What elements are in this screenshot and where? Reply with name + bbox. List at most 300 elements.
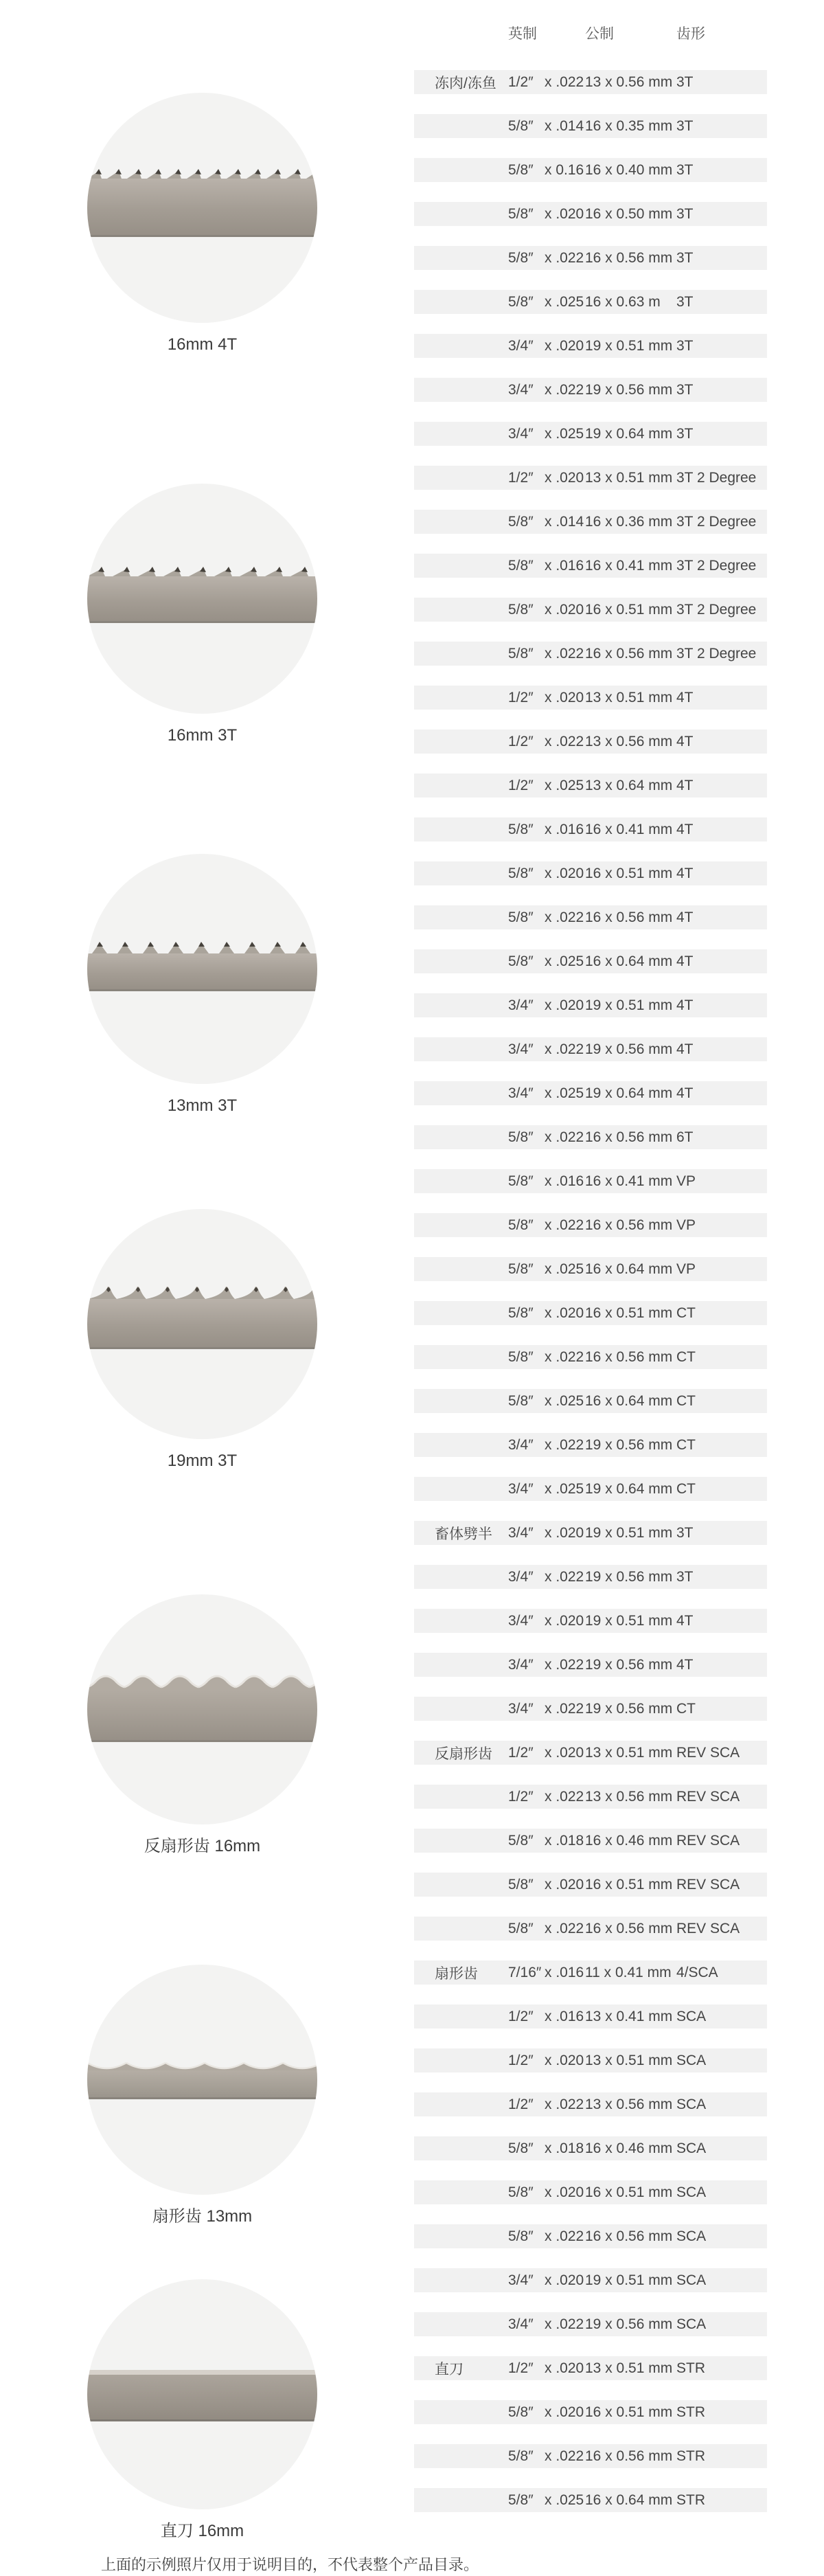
row-imperial-thickness: x .022 bbox=[545, 74, 584, 90]
row-imperial-size: 5/8″ bbox=[508, 953, 534, 969]
table-row bbox=[414, 202, 767, 226]
row-tooth-type: REV SCA bbox=[676, 1744, 740, 1761]
row-tooth-type: VP bbox=[676, 1173, 696, 1189]
row-imperial-size: 5/8″ bbox=[508, 2492, 534, 2508]
table-row bbox=[414, 2444, 767, 2468]
row-imperial-size: 5/8″ bbox=[508, 2448, 534, 2464]
product-caption: 16mm 3T bbox=[167, 726, 238, 745]
row-imperial-size: 1/2″ bbox=[508, 733, 534, 749]
row-imperial-thickness: x .016 bbox=[545, 1964, 584, 1980]
row-tooth-type: STR bbox=[676, 2360, 705, 2376]
table-row bbox=[414, 817, 767, 841]
row-imperial-thickness: x .020 bbox=[545, 469, 584, 486]
row-category: 扇形齿 bbox=[435, 1965, 478, 1982]
table-row bbox=[414, 2180, 767, 2204]
row-metric-size: 16 x 0.51 mm bbox=[585, 1876, 673, 1893]
table-row bbox=[414, 422, 767, 446]
row-tooth-type: 3T bbox=[676, 249, 694, 266]
row-metric-size: 16 x 0.51 mm bbox=[585, 2404, 673, 2420]
row-metric-size: 19 x 0.64 mm bbox=[585, 425, 673, 442]
row-imperial-size: 5/8″ bbox=[508, 1304, 534, 1321]
row-metric-size: 16 x 0.63 m bbox=[585, 293, 661, 310]
table-row bbox=[414, 334, 767, 358]
table-row bbox=[414, 1873, 767, 1897]
product-photo-circle bbox=[87, 1209, 317, 1439]
row-metric-size: 19 x 0.56 mm bbox=[585, 2316, 673, 2332]
table-row bbox=[414, 2488, 767, 2512]
row-imperial-size: 3/4″ bbox=[508, 1480, 534, 1497]
table-row bbox=[414, 2004, 767, 2029]
row-imperial-thickness: x .022 bbox=[545, 1920, 584, 1936]
row-metric-size: 13 x 0.51 mm bbox=[585, 2360, 673, 2376]
row-metric-size: 16 x 0.64 mm bbox=[585, 1392, 673, 1409]
table-row bbox=[414, 949, 767, 973]
row-imperial-size: 5/8″ bbox=[508, 1392, 534, 1409]
row-imperial-thickness: x .025 bbox=[545, 1261, 584, 1277]
table-row bbox=[414, 1917, 767, 1941]
row-imperial-thickness: x .018 bbox=[545, 1832, 584, 1849]
row-imperial-size: 5/8″ bbox=[508, 645, 534, 662]
row-category: 畜体劈半 bbox=[435, 1526, 492, 1542]
row-imperial-size: 3/4″ bbox=[508, 337, 534, 354]
row-imperial-size: 3/4″ bbox=[508, 1524, 534, 1541]
row-imperial-thickness: x .022 bbox=[545, 1436, 584, 1453]
table-row bbox=[414, 905, 767, 929]
row-imperial-thickness: x .022 bbox=[545, 645, 584, 662]
row-imperial-size: 3/4″ bbox=[508, 997, 534, 1013]
row-metric-size: 19 x 0.51 mm bbox=[585, 1612, 673, 1629]
row-metric-size: 13 x 0.56 mm bbox=[585, 2096, 673, 2112]
table-row bbox=[414, 1301, 767, 1325]
row-imperial-size: 5/8″ bbox=[508, 1348, 534, 1365]
row-imperial-thickness: x .020 bbox=[545, 2360, 584, 2376]
row-imperial-thickness: x .022 bbox=[545, 2228, 584, 2244]
row-metric-size: 13 x 0.64 mm bbox=[585, 777, 673, 793]
row-metric-size: 13 x 0.56 mm bbox=[585, 74, 673, 90]
row-metric-size: 19 x 0.64 mm bbox=[585, 1085, 673, 1101]
row-imperial-size: 5/8″ bbox=[508, 513, 534, 530]
table-row bbox=[414, 70, 767, 94]
row-imperial-thickness: x .022 bbox=[545, 1656, 584, 1673]
table-row bbox=[414, 1433, 767, 1457]
row-imperial-size: 3/4″ bbox=[508, 1085, 534, 1101]
table-row bbox=[414, 1829, 767, 1853]
row-metric-size: 16 x 0.56 mm bbox=[585, 1348, 673, 1365]
row-imperial-size: 3/4″ bbox=[508, 1568, 534, 1585]
row-imperial-size: 5/8″ bbox=[508, 865, 534, 881]
row-tooth-type: VP bbox=[676, 1217, 696, 1233]
row-imperial-size: 1/2″ bbox=[508, 2008, 534, 2024]
row-tooth-type: 4T bbox=[676, 953, 694, 969]
product-caption: 13mm 3T bbox=[167, 1096, 238, 1115]
row-tooth-type: SCA bbox=[676, 2140, 707, 2156]
row-imperial-size: 5/8″ bbox=[508, 2184, 534, 2200]
row-imperial-thickness: x .022 bbox=[545, 1788, 584, 1805]
row-tooth-type: SCA bbox=[676, 2228, 707, 2244]
row-imperial-thickness: x .022 bbox=[545, 2316, 584, 2332]
row-tooth-type: CT bbox=[676, 1392, 696, 1409]
row-imperial-size: 5/8″ bbox=[508, 2228, 534, 2244]
row-metric-size: 19 x 0.51 mm bbox=[585, 2272, 673, 2288]
row-imperial-thickness: x .022 bbox=[545, 1129, 584, 1145]
table-row bbox=[414, 730, 767, 754]
row-imperial-size: 3/4″ bbox=[508, 2272, 534, 2288]
row-imperial-size: 3/4″ bbox=[508, 1436, 534, 1453]
table-row bbox=[414, 2400, 767, 2424]
row-imperial-size: 5/8″ bbox=[508, 2140, 534, 2156]
row-imperial-thickness: x .022 bbox=[545, 249, 584, 266]
spec-table bbox=[414, 70, 767, 2532]
row-imperial-size: 5/8″ bbox=[508, 1173, 534, 1189]
row-imperial-size: 3/4″ bbox=[508, 1612, 534, 1629]
row-tooth-type: 3T 2 Degree bbox=[676, 513, 757, 530]
table-row bbox=[414, 1213, 767, 1237]
table-row bbox=[414, 114, 767, 138]
row-metric-size: 16 x 0.56 mm bbox=[585, 2228, 673, 2244]
row-tooth-type: 4T bbox=[676, 997, 694, 1013]
row-tooth-type: 3T bbox=[676, 161, 694, 178]
row-metric-size: 16 x 0.56 mm bbox=[585, 909, 673, 925]
table-row bbox=[414, 2048, 767, 2072]
row-metric-size: 16 x 0.64 mm bbox=[585, 1261, 673, 1277]
row-imperial-size: 1/2″ bbox=[508, 777, 534, 793]
row-imperial-size: 5/8″ bbox=[508, 249, 534, 266]
row-imperial-size: 5/8″ bbox=[508, 161, 534, 178]
row-tooth-type: 6T bbox=[676, 1129, 694, 1145]
row-metric-size: 16 x 0.51 mm bbox=[585, 601, 673, 618]
row-imperial-size: 1/2″ bbox=[508, 1788, 534, 1805]
table-row bbox=[414, 993, 767, 1017]
product-caption: 19mm 3T bbox=[167, 1451, 238, 1470]
row-imperial-size: 1/2″ bbox=[508, 689, 534, 705]
row-imperial-size: 7/16″ bbox=[508, 1964, 542, 1980]
table-row bbox=[414, 158, 767, 182]
product-photo-circle bbox=[87, 2279, 317, 2509]
row-metric-size: 13 x 0.51 mm bbox=[585, 1744, 673, 1761]
row-metric-size: 13 x 0.56 mm bbox=[585, 1788, 673, 1805]
column-header-tooth: 齿形 bbox=[676, 26, 705, 42]
row-tooth-type: STR bbox=[676, 2492, 705, 2508]
row-metric-size: 16 x 0.41 mm bbox=[585, 1173, 673, 1189]
blade-straight-16mm-icon bbox=[87, 2279, 317, 2509]
row-metric-size: 16 x 0.36 mm bbox=[585, 513, 673, 530]
row-metric-size: 13 x 0.56 mm bbox=[585, 733, 673, 749]
row-tooth-type: 4/SCA bbox=[676, 1964, 718, 1980]
row-imperial-size: 1/2″ bbox=[508, 1744, 534, 1761]
blade-reverse-scallop-16mm-icon bbox=[87, 1594, 317, 1824]
table-row bbox=[414, 1389, 767, 1413]
row-imperial-thickness: x .020 bbox=[545, 1744, 584, 1761]
row-tooth-type: 3T 2 Degree bbox=[676, 557, 757, 574]
table-row bbox=[414, 554, 767, 578]
row-imperial-thickness: x .022 bbox=[545, 1700, 584, 1717]
row-imperial-thickness: x .020 bbox=[545, 1304, 584, 1321]
row-imperial-thickness: x .014 bbox=[545, 513, 584, 530]
row-imperial-size: 1/2″ bbox=[508, 2052, 534, 2068]
row-tooth-type: 3T bbox=[676, 205, 694, 222]
row-metric-size: 16 x 0.50 mm bbox=[585, 205, 673, 222]
product-figure-13mm-3t bbox=[87, 854, 317, 1116]
row-tooth-type: VP bbox=[676, 1261, 696, 1277]
row-imperial-size: 1/2″ bbox=[508, 2360, 534, 2376]
row-imperial-size: 5/8″ bbox=[508, 909, 534, 925]
row-category: 冻肉/冻鱼 bbox=[435, 75, 496, 91]
row-imperial-thickness: x .025 bbox=[545, 425, 584, 442]
row-tooth-type: 3T 2 Degree bbox=[676, 645, 757, 662]
row-tooth-type: 3T bbox=[676, 425, 694, 442]
row-metric-size: 16 x 0.56 mm bbox=[585, 2448, 673, 2464]
row-tooth-type: SCA bbox=[676, 2052, 707, 2068]
product-figure-reverse-scallop-16mm bbox=[87, 1594, 317, 1857]
table-row bbox=[414, 290, 767, 314]
row-imperial-thickness: x .025 bbox=[545, 953, 584, 969]
table-row bbox=[414, 1785, 767, 1809]
product-photo-circle bbox=[87, 854, 317, 1084]
row-metric-size: 19 x 0.51 mm bbox=[585, 337, 673, 354]
product-photo-circle bbox=[87, 93, 317, 323]
row-imperial-thickness: x .016 bbox=[545, 557, 584, 574]
table-row bbox=[414, 466, 767, 490]
table-row bbox=[414, 642, 767, 666]
blade-scallop-13mm-icon bbox=[87, 1965, 317, 2195]
row-imperial-size: 3/4″ bbox=[508, 381, 534, 398]
row-metric-size: 16 x 0.64 mm bbox=[585, 2492, 673, 2508]
row-tooth-type: 4T bbox=[676, 1085, 694, 1101]
row-imperial-thickness: x .020 bbox=[545, 2272, 584, 2288]
table-row bbox=[414, 1521, 767, 1545]
row-imperial-size: 1/2″ bbox=[508, 74, 534, 90]
row-imperial-thickness: x .025 bbox=[545, 1392, 584, 1409]
row-imperial-thickness: x .022 bbox=[545, 381, 584, 398]
row-tooth-type: 4T bbox=[676, 777, 694, 793]
table-row bbox=[414, 861, 767, 885]
row-imperial-thickness: x .022 bbox=[545, 2448, 584, 2464]
row-imperial-size: 5/8″ bbox=[508, 1832, 534, 1849]
row-imperial-size: 5/8″ bbox=[508, 117, 534, 134]
row-metric-size: 16 x 0.51 mm bbox=[585, 1304, 673, 1321]
row-metric-size: 16 x 0.56 mm bbox=[585, 645, 673, 662]
row-tooth-type: 3T bbox=[676, 293, 694, 310]
row-metric-size: 13 x 0.51 mm bbox=[585, 689, 673, 705]
product-photo-circle bbox=[87, 1965, 317, 2195]
row-tooth-type: CT bbox=[676, 1436, 696, 1453]
row-tooth-type: 3T bbox=[676, 381, 694, 398]
table-row bbox=[414, 1961, 767, 1985]
row-imperial-thickness: x .022 bbox=[545, 2096, 584, 2112]
row-tooth-type: CT bbox=[676, 1304, 696, 1321]
row-imperial-size: 1/2″ bbox=[508, 469, 534, 486]
row-imperial-thickness: x .020 bbox=[545, 205, 584, 222]
table-row bbox=[414, 598, 767, 622]
row-imperial-thickness: x .022 bbox=[545, 1041, 584, 1057]
table-row bbox=[414, 1081, 767, 1105]
row-tooth-type: CT bbox=[676, 1348, 696, 1365]
row-imperial-size: 3/4″ bbox=[508, 1041, 534, 1057]
product-photo-circle bbox=[87, 484, 317, 714]
table-row bbox=[414, 510, 767, 534]
row-imperial-thickness: x .022 bbox=[545, 1348, 584, 1365]
row-metric-size: 16 x 0.46 mm bbox=[585, 1832, 673, 1849]
row-tooth-type: 4T bbox=[676, 733, 694, 749]
row-imperial-thickness: x .020 bbox=[545, 2404, 584, 2420]
row-metric-size: 11 x 0.41 mm bbox=[585, 1964, 672, 1980]
row-metric-size: 16 x 0.64 mm bbox=[585, 953, 673, 969]
table-row bbox=[414, 1257, 767, 1281]
table-row bbox=[414, 1697, 767, 1721]
table-row bbox=[414, 1565, 767, 1589]
row-tooth-type: 3T bbox=[676, 1524, 694, 1541]
row-imperial-thickness: x .020 bbox=[545, 1876, 584, 1893]
row-imperial-thickness: x .020 bbox=[545, 997, 584, 1013]
table-header bbox=[414, 25, 767, 44]
row-imperial-thickness: x .014 bbox=[545, 117, 584, 134]
row-imperial-size: 3/4″ bbox=[508, 425, 534, 442]
row-tooth-type: REV SCA bbox=[676, 1876, 740, 1893]
blade-16mm-3t-icon bbox=[87, 484, 317, 714]
row-imperial-size: 1/2″ bbox=[508, 2096, 534, 2112]
row-imperial-thickness: x .022 bbox=[545, 1217, 584, 1233]
row-imperial-thickness: x .020 bbox=[545, 601, 584, 618]
row-tooth-type: 3T bbox=[676, 117, 694, 134]
header-spacer bbox=[414, 25, 508, 44]
row-metric-size: 16 x 0.56 mm bbox=[585, 1217, 673, 1233]
row-imperial-size: 3/4″ bbox=[508, 1700, 534, 1717]
row-metric-size: 16 x 0.56 mm bbox=[585, 249, 673, 266]
row-category: 反扇形齿 bbox=[435, 1745, 492, 1762]
table-row bbox=[414, 2092, 767, 2116]
row-imperial-thickness: x .025 bbox=[545, 293, 584, 310]
row-imperial-size: 5/8″ bbox=[508, 1876, 534, 1893]
product-caption: 扇形齿 13mm bbox=[152, 2207, 253, 2226]
table-row bbox=[414, 1741, 767, 1765]
row-imperial-thickness: x .025 bbox=[545, 1480, 584, 1497]
row-tooth-type: 4T bbox=[676, 1612, 694, 1629]
table-row bbox=[414, 2268, 767, 2292]
row-tooth-type: 4T bbox=[676, 909, 694, 925]
blade-19mm-3t-icon bbox=[87, 1209, 317, 1439]
disclaimer-note: 上面的示例照片仅用于说明目的，不代表整个产品目录。 bbox=[101, 2556, 479, 2573]
row-category: 直刀 bbox=[435, 2361, 464, 2377]
row-imperial-thickness: x .025 bbox=[545, 2492, 584, 2508]
row-tooth-type: 3T bbox=[676, 1568, 694, 1585]
table-row bbox=[414, 2356, 767, 2380]
row-imperial-thickness: x .022 bbox=[545, 733, 584, 749]
table-row bbox=[414, 1609, 767, 1633]
row-metric-size: 19 x 0.56 mm bbox=[585, 1436, 673, 1453]
row-imperial-size: 5/8″ bbox=[508, 557, 534, 574]
row-tooth-type: 3T 2 Degree bbox=[676, 601, 757, 618]
row-imperial-thickness: x .020 bbox=[545, 689, 584, 705]
row-metric-size: 16 x 0.41 mm bbox=[585, 557, 673, 574]
row-metric-size: 19 x 0.56 mm bbox=[585, 1656, 673, 1673]
row-metric-size: 19 x 0.51 mm bbox=[585, 997, 673, 1013]
row-metric-size: 16 x 0.56 mm bbox=[585, 1129, 673, 1145]
table-row bbox=[414, 1653, 767, 1677]
product-caption: 16mm 4T bbox=[167, 335, 238, 354]
blade-16mm-4t-icon bbox=[87, 93, 317, 323]
row-imperial-thickness: x .016 bbox=[545, 1173, 584, 1189]
row-metric-size: 16 x 0.35 mm bbox=[585, 117, 673, 134]
table-row bbox=[414, 378, 767, 402]
row-tooth-type: SCA bbox=[676, 2096, 707, 2112]
row-imperial-thickness: x .025 bbox=[545, 777, 584, 793]
product-figure-scallop-13mm bbox=[87, 1965, 317, 2227]
row-metric-size: 16 x 0.51 mm bbox=[585, 865, 673, 881]
row-imperial-thickness: x .020 bbox=[545, 337, 584, 354]
row-tooth-type: 4T bbox=[676, 1656, 694, 1673]
row-imperial-thickness: x .020 bbox=[545, 865, 584, 881]
row-metric-size: 16 x 0.40 mm bbox=[585, 161, 673, 178]
row-metric-size: 19 x 0.51 mm bbox=[585, 1524, 673, 1541]
table-row bbox=[414, 2312, 767, 2336]
row-metric-size: 16 x 0.51 mm bbox=[585, 2184, 673, 2200]
row-tooth-type: REV SCA bbox=[676, 1832, 740, 1849]
row-tooth-type: CT bbox=[676, 1480, 696, 1497]
row-metric-size: 19 x 0.56 mm bbox=[585, 1041, 673, 1057]
table-row bbox=[414, 246, 767, 270]
row-imperial-size: 5/8″ bbox=[508, 205, 534, 222]
row-metric-size: 16 x 0.46 mm bbox=[585, 2140, 673, 2156]
table-row bbox=[414, 1125, 767, 1149]
row-tooth-type: SCA bbox=[676, 2184, 707, 2200]
row-metric-size: 13 x 0.51 mm bbox=[585, 2052, 673, 2068]
row-imperial-thickness: x .025 bbox=[545, 1085, 584, 1101]
table-row bbox=[414, 1345, 767, 1369]
blade-13mm-3t-icon bbox=[87, 854, 317, 1084]
row-imperial-thickness: x 0.16 bbox=[545, 161, 584, 178]
row-metric-size: 19 x 0.56 mm bbox=[585, 1568, 673, 1585]
row-imperial-thickness: x .016 bbox=[545, 821, 584, 837]
table-row bbox=[414, 686, 767, 710]
row-metric-size: 16 x 0.56 mm bbox=[585, 1920, 673, 1936]
row-imperial-size: 5/8″ bbox=[508, 293, 534, 310]
row-imperial-size: 5/8″ bbox=[508, 1920, 534, 1936]
column-header-metric: 公制 bbox=[585, 26, 614, 42]
row-imperial-size: 5/8″ bbox=[508, 1129, 534, 1145]
row-imperial-thickness: x .022 bbox=[545, 1568, 584, 1585]
row-tooth-type: REV SCA bbox=[676, 1920, 740, 1936]
row-tooth-type: STR bbox=[676, 2448, 705, 2464]
row-imperial-size: 3/4″ bbox=[508, 2316, 534, 2332]
row-imperial-thickness: x .018 bbox=[545, 2140, 584, 2156]
row-tooth-type: SCA bbox=[676, 2008, 707, 2024]
row-tooth-type: 4T bbox=[676, 821, 694, 837]
product-caption: 反扇形齿 16mm bbox=[144, 1837, 261, 1855]
row-metric-size: 19 x 0.64 mm bbox=[585, 1480, 673, 1497]
row-metric-size: 13 x 0.51 mm bbox=[585, 469, 673, 486]
row-tooth-type: 3T bbox=[676, 74, 694, 90]
product-photo-circle bbox=[87, 1594, 317, 1824]
row-imperial-size: 5/8″ bbox=[508, 1261, 534, 1277]
product-caption: 直刀 16mm bbox=[160, 2522, 244, 2540]
table-row bbox=[414, 773, 767, 798]
row-metric-size: 16 x 0.41 mm bbox=[585, 821, 673, 837]
row-tooth-type: CT bbox=[676, 1700, 696, 1717]
row-imperial-thickness: x .016 bbox=[545, 2008, 584, 2024]
row-metric-size: 19 x 0.56 mm bbox=[585, 381, 673, 398]
row-tooth-type: 3T 2 Degree bbox=[676, 469, 757, 486]
product-figure-19mm-3t bbox=[87, 1209, 317, 1471]
row-tooth-type: 3T bbox=[676, 337, 694, 354]
row-imperial-thickness: x .020 bbox=[545, 2052, 584, 2068]
row-imperial-size: 5/8″ bbox=[508, 601, 534, 618]
row-tooth-type: SCA bbox=[676, 2316, 707, 2332]
row-imperial-thickness: x .020 bbox=[545, 1524, 584, 1541]
row-tooth-type: 4T bbox=[676, 865, 694, 881]
row-tooth-type: 4T bbox=[676, 689, 694, 705]
row-imperial-thickness: x .020 bbox=[545, 2184, 584, 2200]
table-row bbox=[414, 1037, 767, 1061]
